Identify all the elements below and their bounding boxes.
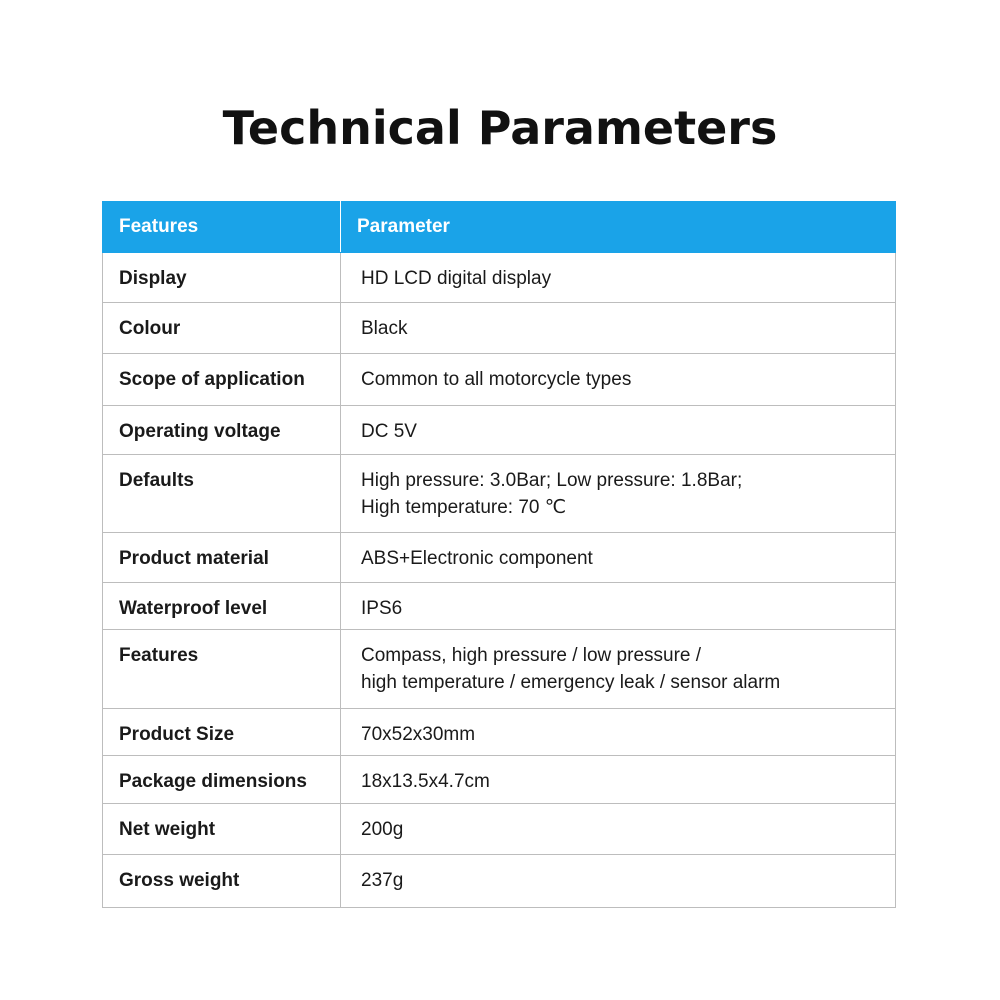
parameter-line: DC 5V xyxy=(361,421,417,442)
parameter-line: 237g xyxy=(361,870,404,891)
row-parameter xyxy=(341,709,896,756)
header-features: Features xyxy=(103,202,341,253)
row-feature: Display xyxy=(103,253,341,303)
row-feature: Product material xyxy=(103,533,341,583)
row-parameter xyxy=(341,804,896,855)
table-row xyxy=(103,583,896,630)
row-parameter xyxy=(341,756,896,804)
table-row xyxy=(103,303,896,354)
row-feature: Scope of application xyxy=(103,354,341,406)
row-parameter xyxy=(341,855,896,908)
row-parameter xyxy=(341,354,896,406)
table-row xyxy=(103,630,896,709)
table-row xyxy=(103,455,896,533)
row-feature: Net weight xyxy=(103,804,341,855)
row-feature: Operating voltage xyxy=(103,406,341,455)
row-feature: Waterproof level xyxy=(103,583,341,630)
table-row xyxy=(103,855,896,908)
parameter-line: High temperature: 70 ℃ xyxy=(361,497,567,518)
parameter-line: ABS+Electronic component xyxy=(361,548,593,569)
header-parameter: Parameter xyxy=(341,202,896,253)
row-feature: Defaults xyxy=(103,455,341,533)
table-row xyxy=(103,533,896,583)
table-row xyxy=(103,406,896,455)
parameter-line: HD LCD digital display xyxy=(361,268,552,289)
table-header-row xyxy=(103,202,896,253)
row-parameter xyxy=(341,630,896,709)
parameter-line: 18x13.5x4.7cm xyxy=(361,771,490,792)
parameter-line: Compass, high pressure / low pressure / xyxy=(361,645,702,666)
row-feature: Product Size xyxy=(103,709,341,756)
page-title: Technical Parameters xyxy=(222,101,778,155)
table-row xyxy=(103,354,896,406)
table-row xyxy=(103,709,896,756)
row-parameter xyxy=(341,455,896,533)
parameter-line: High pressure: 3.0Bar; Low pressure: 1.8Bar; xyxy=(361,470,743,491)
table-row xyxy=(103,756,896,804)
row-parameter xyxy=(341,533,896,583)
parameter-line: Common to all motorcycle types xyxy=(361,369,632,390)
row-parameter xyxy=(341,583,896,630)
row-feature: Features xyxy=(103,630,341,709)
row-feature: Colour xyxy=(103,303,341,354)
parameter-line: 200g xyxy=(361,819,404,840)
row-parameter xyxy=(341,406,896,455)
row-parameter xyxy=(341,253,896,303)
row-feature: Package dimensions xyxy=(103,756,341,804)
table-row xyxy=(103,253,896,303)
row-feature: Gross weight xyxy=(103,855,341,908)
parameter-line: 70x52x30mm xyxy=(361,724,476,745)
parameter-line: high temperature / emergency leak / sensor alarm xyxy=(361,672,781,693)
spec-table xyxy=(102,201,896,908)
row-parameter xyxy=(341,303,896,354)
parameter-line: IPS6 xyxy=(361,598,403,619)
table-row xyxy=(103,804,896,855)
parameter-line: Black xyxy=(361,318,408,339)
